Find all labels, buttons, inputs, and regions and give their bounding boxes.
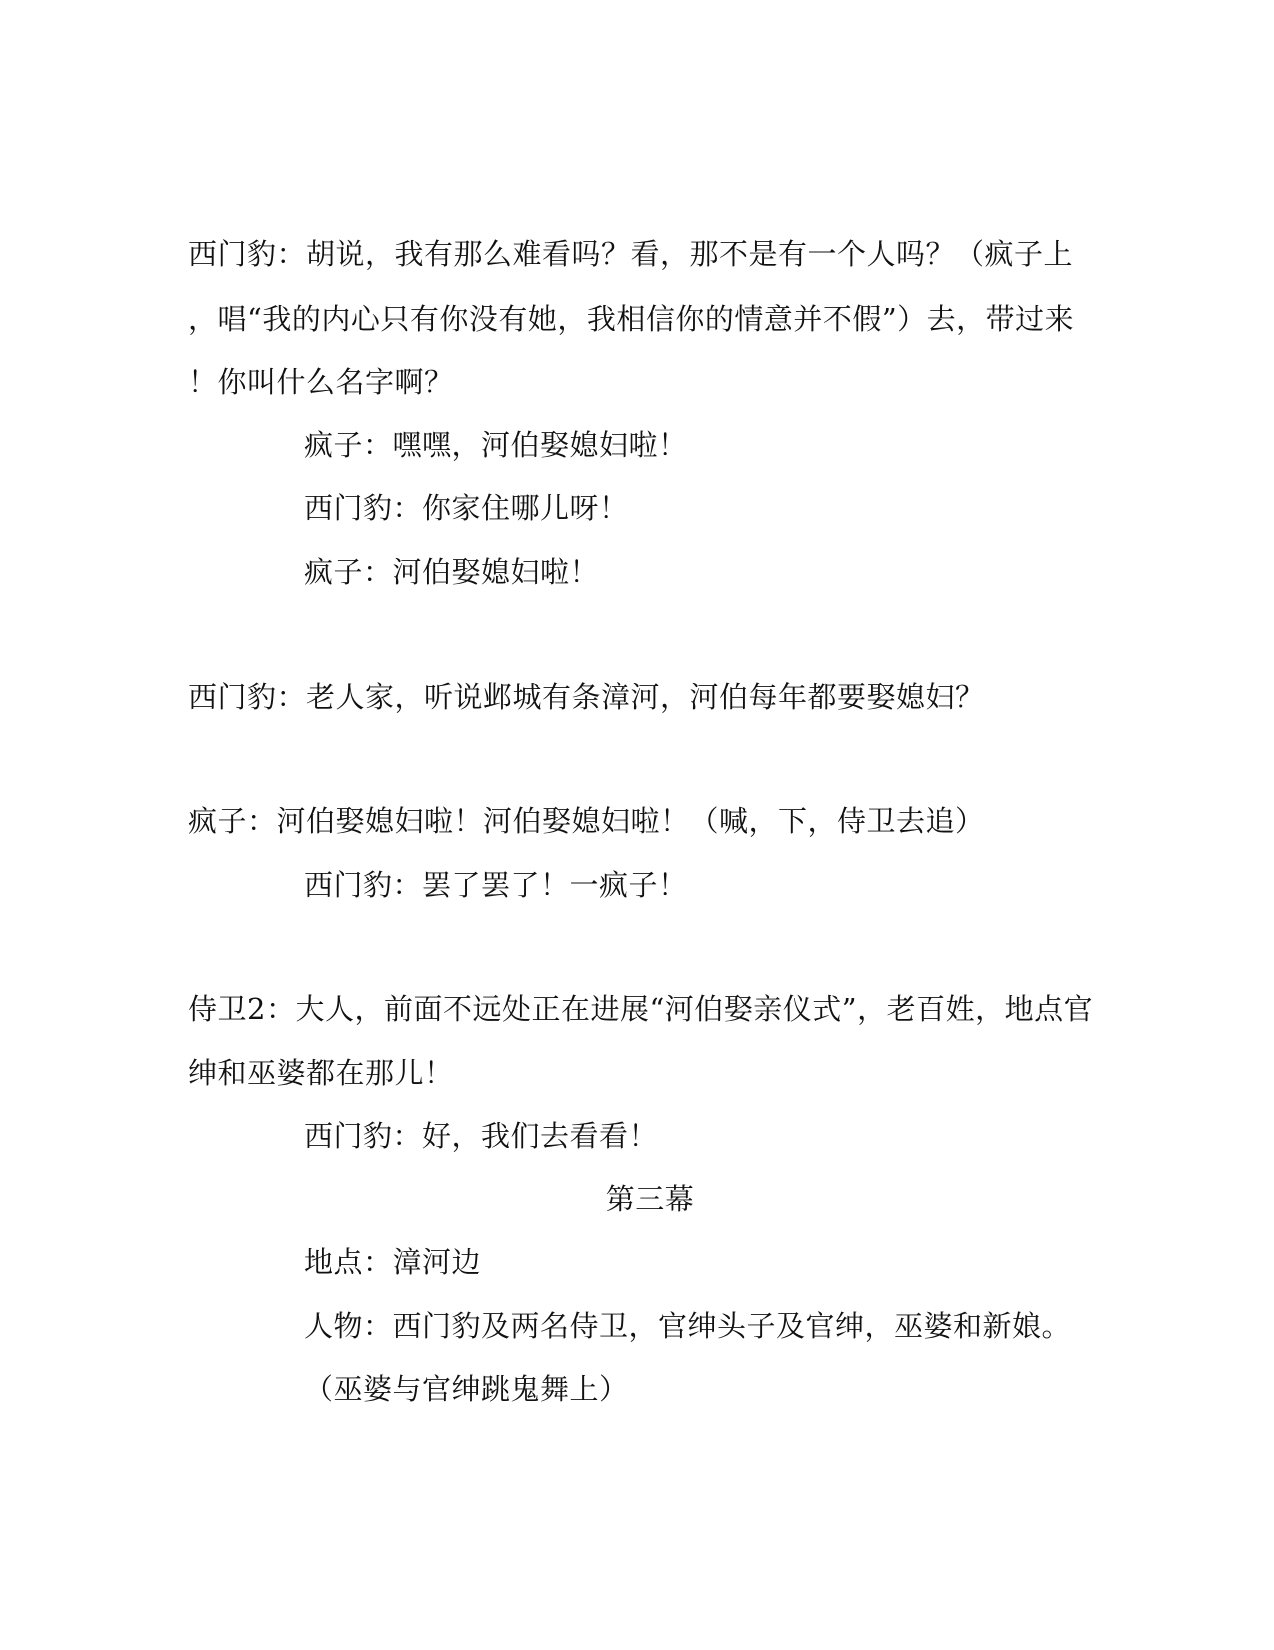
dialogue-line: 西门豹：你家住哪儿呀！	[304, 491, 629, 525]
characters-line: 人物：西门豹及两名侍卫，官绅头子及官绅，巫婆和新娘。	[304, 1309, 1072, 1343]
dialogue-line: 绅和巫婆都在那儿！	[188, 1056, 454, 1090]
dialogue-line: 西门豹：胡说，我有那么难看吗？看，那不是有一个人吗？（疯子上	[188, 237, 1074, 271]
dialogue-line: 疯子：河伯娶媳妇啦！河伯娶媳妇啦！（喊，下，侍卫去追）	[188, 804, 985, 838]
dialogue-line: 西门豹：好，我们去看看！	[304, 1119, 659, 1153]
stage-direction: （巫婆与官绅跳鬼舞上）	[304, 1372, 629, 1406]
setting-line: 地点：漳河边	[304, 1245, 482, 1279]
dialogue-line: 侍卫2：大人，前面不远处正在进展“河伯娶亲仪式”，老百姓，地点官	[188, 992, 1094, 1026]
dialogue-line: 疯子：嘿嘿，河伯娶媳妇啦！	[304, 428, 688, 462]
dialogue-line: ，唱“我的内心只有你没有她，我相信你的情意并不假”）去，带过来	[188, 302, 1075, 336]
dialogue-line: ！你叫什么名字啊？	[188, 365, 454, 399]
dialogue-line: 疯子：河伯娶媳妇啦！	[304, 555, 600, 589]
dialogue-line: 西门豹：老人家，听说邺城有条漳河，河伯每年都要娶媳妇？	[188, 680, 985, 714]
dialogue-line: 西门豹：罢了罢了！一疯子！	[304, 868, 688, 902]
act-heading: 第三幕	[605, 1182, 695, 1216]
